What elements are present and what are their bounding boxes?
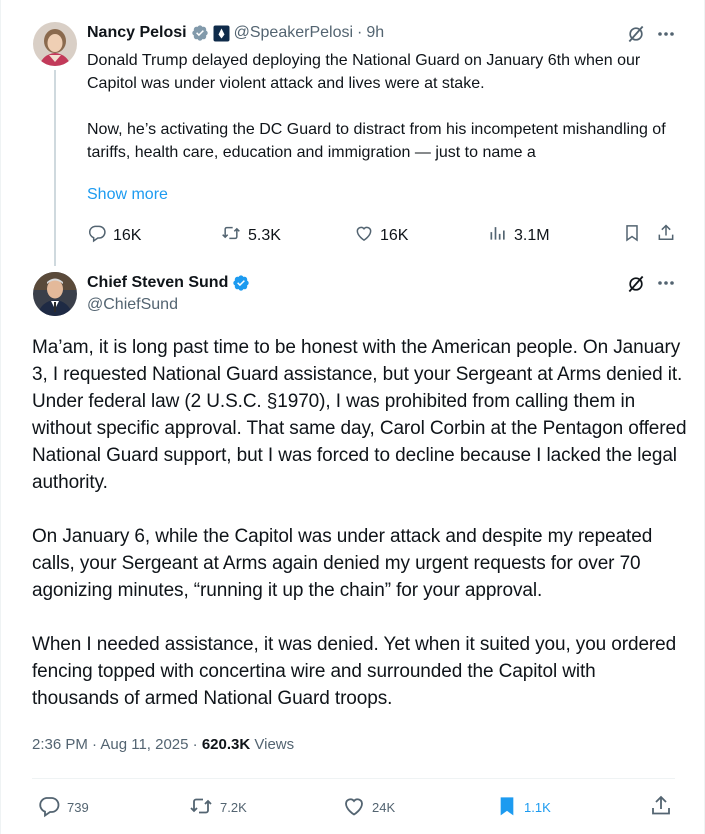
government-affiliate-icon[interactable] xyxy=(213,25,230,42)
main-tweet-header xyxy=(87,272,250,294)
share-icon xyxy=(649,794,673,823)
bookmark-button[interactable] xyxy=(496,794,551,821)
verified-badge-icon[interactable] xyxy=(191,24,209,42)
reply-button[interactable] xyxy=(37,794,89,821)
tweet-paragraph: Ma’am, it is long past time to be honest with the American people. On January 3, I requested National Guard assistance, but your Sergeant at Arms denied it. Under federal law (2 U.S.C. §1970), I was prohibited from calling them in without specific approval. That same day, Carol Corbin at the Pentagon offered National Guard support, but I was forced to decline because I lacked the legal authority. xyxy=(32,337,687,493)
divider xyxy=(32,778,675,779)
repost-button[interactable] xyxy=(220,223,281,248)
tweet-paragraph: Now, he’s activating the DC Guard to distract from his incompetent mishandling of tariffs, health care, education and immigration — just to name a xyxy=(87,121,666,161)
reply-icon xyxy=(37,794,61,821)
author-handle[interactable]: @SpeakerPelosi xyxy=(233,24,354,41)
grok-icon[interactable] xyxy=(625,23,647,45)
like-count: 24K xyxy=(372,800,396,815)
show-more-link[interactable]: Show more xyxy=(87,186,168,203)
like-icon xyxy=(342,794,366,821)
author-name[interactable]: Chief Steven Sund xyxy=(87,274,229,291)
author-name[interactable]: Nancy Pelosi xyxy=(87,24,187,41)
reply-count: 16K xyxy=(113,226,142,244)
views-total: 620.3K xyxy=(201,736,251,753)
bookmark-button[interactable] xyxy=(622,223,642,248)
views-icon xyxy=(488,223,508,248)
repost-count: 5.3K xyxy=(248,226,281,244)
views-label: Views xyxy=(254,736,295,753)
share-button[interactable] xyxy=(649,794,673,823)
bookmark-icon xyxy=(496,794,518,821)
share-icon xyxy=(656,223,676,248)
repost-icon xyxy=(188,794,214,821)
avatar[interactable] xyxy=(33,22,77,66)
reply-icon xyxy=(87,223,107,248)
parent-tweet-text xyxy=(87,49,677,164)
repost-count: 7.2K xyxy=(220,800,247,815)
avatar[interactable] xyxy=(33,272,77,316)
like-icon xyxy=(354,223,374,248)
reply-button[interactable] xyxy=(87,223,141,248)
like-button[interactable] xyxy=(354,223,408,248)
post-timestamp[interactable]: 2:36 PM · Aug 11, 2025 xyxy=(32,736,189,753)
separator-dot: · xyxy=(357,24,363,41)
repost-icon xyxy=(220,223,242,248)
grok-icon[interactable] xyxy=(625,273,647,295)
like-button[interactable] xyxy=(342,794,395,821)
parent-tweet-header xyxy=(87,22,384,44)
views-count: 3.1M xyxy=(514,226,550,244)
reply-count: 739 xyxy=(67,800,89,815)
tweet-paragraph: Donald Trump delayed deploying the National Guard on January 6th when our Capitol was under violent attack and lives were at stake. xyxy=(87,52,641,92)
repost-button[interactable] xyxy=(188,794,247,821)
parent-tweet[interactable] xyxy=(1,0,705,262)
more-icon[interactable] xyxy=(656,24,676,44)
separator-dot: · xyxy=(192,736,198,753)
verified-badge-icon[interactable] xyxy=(232,274,250,292)
bookmark-icon xyxy=(622,223,642,248)
author-handle[interactable]: @ChiefSund xyxy=(87,296,178,313)
views-button[interactable] xyxy=(488,223,550,248)
tweet-paragraph: On January 6, while the Capitol was under attack and despite my repeated calls, your Sergeant at Arms again denied my urgent requests for over 70 agonizing minutes, “running it up the chain” for your approval. xyxy=(32,526,653,601)
main-tweet-text xyxy=(32,334,687,712)
tweet-paragraph: When I needed assistance, it was denied. Yet when it suited you, you ordered fencing topped with concertina wire and surrounded the Capitol with thousands of armed National Guard troops. xyxy=(32,634,677,709)
like-count: 16K xyxy=(380,226,409,244)
thread-connector-line xyxy=(54,70,56,266)
tweet-meta xyxy=(32,736,294,753)
more-icon[interactable] xyxy=(656,273,676,293)
post-time[interactable]: 9h xyxy=(366,24,385,41)
share-button[interactable] xyxy=(656,223,676,248)
bookmark-count: 1.1K xyxy=(524,800,551,815)
